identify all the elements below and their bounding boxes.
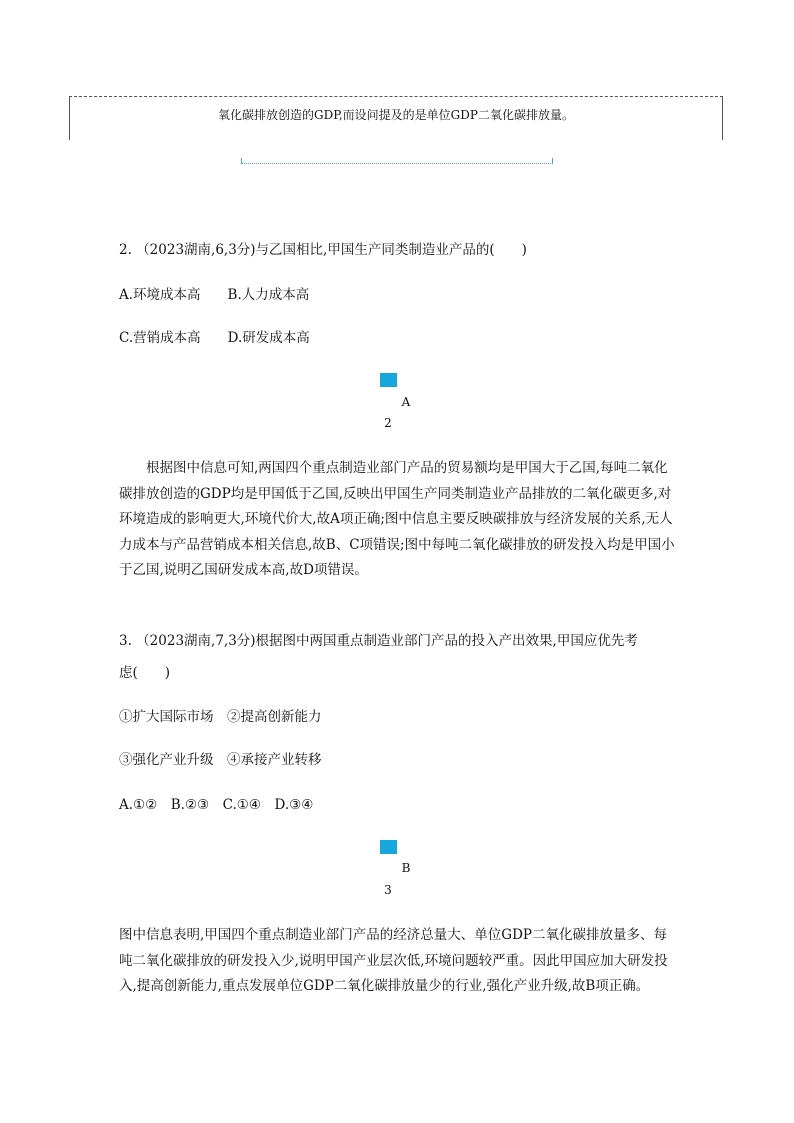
q3-stem-line2: 虑( ): [119, 665, 171, 681]
q3-items-34: ③强化产业升级 ④承接产业转移: [119, 752, 322, 768]
q2-answer-number: 2: [384, 416, 392, 430]
q2-explanation: 根据图中信息可知,两国四个重点制造业部门产品的贸易额均是甲国大于乙国,每吨二氧化碳排放创造的GDP均是甲国低于乙国,反映出甲国生产同类制造业产品排放的二氧化碳更多,对环境造成的影响更大,环境代价大,故A项正确;图中信息主要反映碳排放与经济发展的关系,无人力成本与产品营销成本相关信息,故B、C项错误;图中每吨二氧化碳排放的研发投入均是甲国小于乙国,说明乙国研发成本高,故D项错误。: [119, 460, 675, 578]
q3-answer-number: 3: [384, 883, 392, 897]
dotted-divider: [241, 158, 553, 164]
q2-answer-letter: A: [401, 395, 411, 409]
explanation-continued-text: 氧化碳排放创造的GDP,而设问提及的是单位GDP二氧化碳排放量。: [218, 108, 574, 122]
q3-stem-line1: 3. （2023湖南,7,3分)根据图中两国重点制造业部门产品的投入产出效果,甲国应优先考: [119, 633, 638, 649]
q2-stem: 2. （2023湖南,6,3分)与乙国相比,甲国生产同类制造业产品的( ): [119, 242, 527, 258]
q3-explanation: 图中信息表明,甲国四个重点制造业部门产品的经济总量大、单位GDP二氧化碳排放量多、每吨二氧化碳排放的研发投入少,说明甲国产业层次低,环境问题较严重。因此甲国应加大研发投入,提高创新能力,重点发展单位GDP二氧化碳排放量少的行业,强化产业升级,故B项正确。: [119, 927, 668, 994]
q3-answer-marker-icon: [380, 840, 397, 854]
q3-items-12: ①扩大国际市场 ②提高创新能力: [119, 709, 322, 725]
continued-explanation-box: [69, 96, 723, 140]
q3-options: A.①② B.②③ C.①④ D.③④: [119, 797, 314, 813]
q3-answer-letter: B: [401, 861, 411, 875]
q2-options-cd: C.营销成本高 D.研发成本高: [119, 330, 310, 346]
q2-answer-marker-icon: [380, 373, 397, 387]
q2-options-ab: A.环境成本高 B.人力成本高: [119, 287, 310, 303]
